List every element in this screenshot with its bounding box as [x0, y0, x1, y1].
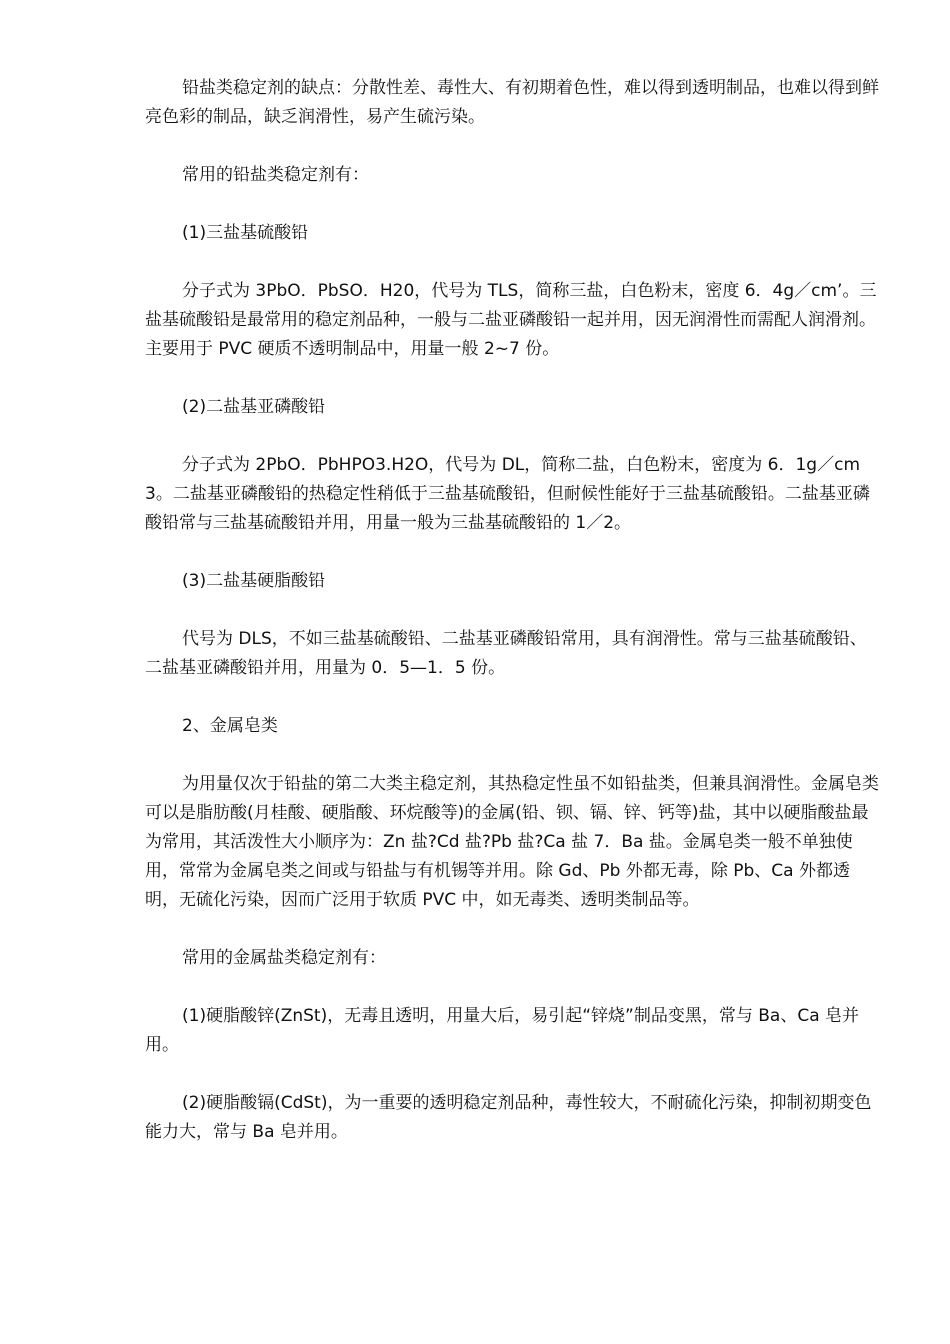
heading-tribasic-lead-sulfate: (1)三盐基硫酸铅	[182, 223, 309, 243]
heading-dibasic-lead-phosphite: (2)二盐基亚磷酸铅	[182, 397, 326, 417]
paragraph-dibasic-lead-stearate: 代号为 DLS，不如三盐基硫酸铅、二盐基亚磷酸铅常用，具有润滑性。常与三盐基硫酸铅、二盐基亚磷酸铅并用，用量为 0．5—1．5 份。	[145, 629, 867, 678]
paragraph-cadmium-stearate: (2)硬脂酸镉(CdSt)，为一重要的透明稳定剂品种，毒性较大，不耐硫化污染，抑制初期变色能力大，常与 Ba 皂并用。	[145, 1093, 872, 1142]
paragraph-lead-salt-drawbacks: 铅盐类稳定剂的缺点：分散性差、毒性大、有初期着色性，难以得到透明制品，也难以得到鲜亮色彩的制品，缺乏润滑性，易产生硫污染。	[145, 78, 879, 127]
paragraph-zinc-stearate: (1)硬脂酸锌(ZnSt)，无毒且透明，用量大后，易引起“锌烧”制品变黑，常与 Ba、Ca 皂并用。	[145, 1006, 860, 1055]
document-body	[145, 74, 880, 1176]
heading-metal-soaps: 2、金属皂类	[182, 716, 278, 736]
paragraph-dibasic-lead-phosphite: 分子式为 2PbO．PbHPO3.H2O，代号为 DL，简称二盐，白色粉末，密度为 6．1g／cm3。二盐基亚磷酸铅的热稳定性稍低于三盐基硫酸铅，但耐候性能好于三盐基硫酸铅。二盐基亚磷酸铅常与三盐基硫酸铅并用，用量一般为三盐基硫酸铅的 1／2。	[145, 455, 870, 533]
paragraph-metal-soaps: 为用量仅次于铅盐的第二大类主稳定剂，其热稳定性虽不如铅盐类，但兼具润滑性。金属皂类可以是脂肪酸(月桂酸、硬脂酸、环烷酸等)的金属(铅、钡、镉、锌、钙等)盐，其中以硬脂酸盐最为常用，其活泼性大小顺序为：Zn 盐?Cd 盐?Pb 盐?Ca 盐 7．Ba 盐。金属皂类一般不单独使用，常常为金属皂类之间或与铅盐与有机锡等并用。除 Gd、Pb 外都无毒，除 Pb、Ca 外都透明，无硫化污染，因而广泛用于软质 PVC 中，如无毒类、透明类制品等。	[145, 774, 879, 910]
paragraph-common-metal-stabilizers: 常用的金属盐类稳定剂有：	[182, 948, 386, 968]
heading-dibasic-lead-stearate: (3)二盐基硬脂酸铅	[182, 571, 326, 591]
paragraph-tribasic-lead-sulfate: 分子式为 3PbO．PbSO．H20，代号为 TLS，简称三盐，白色粉末，密度 6．4g／cm’。三盐基硫酸铅是最常用的稳定剂品种，一般与二盐亚磷酸铅一起并用，因无润滑性而需配人润滑剂。主要用于 PVC 硬质不透明制品中，用量一般 2~7 份。	[145, 281, 877, 359]
paragraph-common-lead-stabilizers: 常用的铅盐类稳定剂有：	[182, 165, 369, 185]
